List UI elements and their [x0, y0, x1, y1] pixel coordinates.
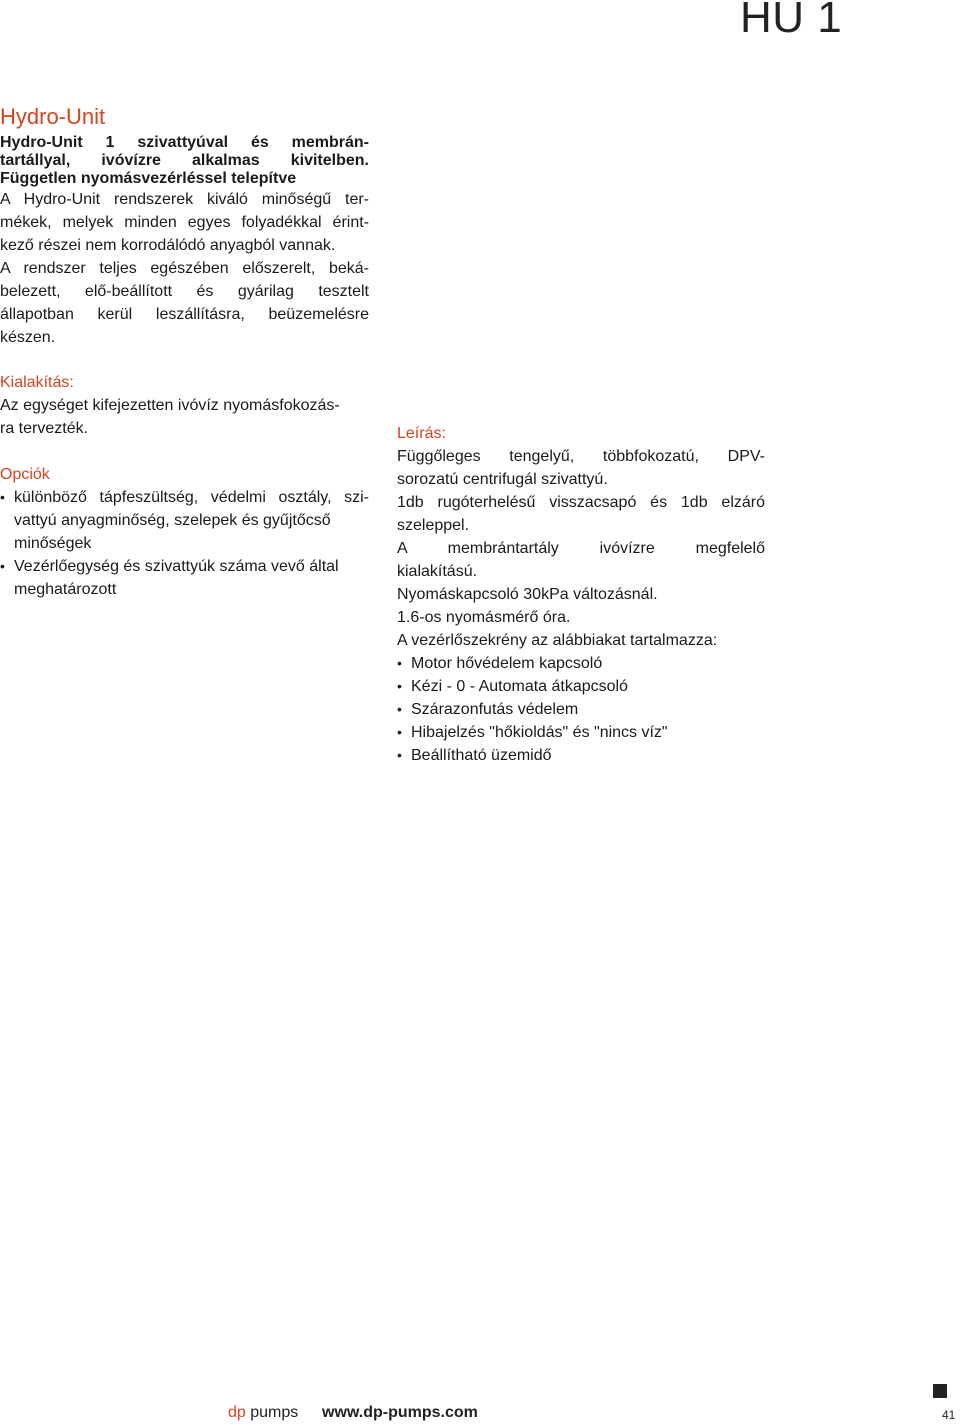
language-page-code: HU 1: [740, 0, 843, 42]
opciok-line: meghatározott: [14, 581, 117, 598]
body-line: A rendszer teljes egészében előszerelt, beká-: [0, 260, 369, 277]
footer-brand: [228, 1404, 298, 1422]
list-item: • Kézi - 0 - Automata átkapcsoló: [397, 675, 765, 698]
left-column: [0, 100, 369, 601]
leiras-line: 1db rugóterhelésű visszacsapó és 1db elzáró: [397, 494, 765, 511]
body-line: mékek, melyek minden egyes folyadékkal érint-: [0, 214, 369, 231]
leiras-line: sorozatú centrifugál szivattyú.: [397, 471, 608, 488]
body-line: állapotban kerül leszállításra, beüzemelésre: [0, 306, 369, 323]
body-line: A Hydro-Unit rendszerek kiváló minőségű ter-: [0, 191, 369, 208]
list-item: • Hibajelzés "hőkioldás" és "nincs víz": [397, 721, 765, 744]
section-heading-kialakitas: Kialakítás:: [0, 374, 74, 391]
leiras-line: Nyomáskapcsoló 30kPa változásnál.: [397, 586, 658, 603]
leiras-line: szeleppel.: [397, 517, 470, 534]
kialakitas-line: ra tervezték.: [0, 420, 89, 437]
control-cabinet-list: [397, 652, 765, 767]
list-item: [0, 555, 369, 601]
brand-dp: dp: [228, 1404, 246, 1421]
intro-body-text: [0, 188, 369, 349]
square-marker-icon: [933, 1384, 947, 1398]
kialakitas-text: [0, 394, 369, 440]
page-footer: [0, 1400, 960, 1425]
opciok-line: minőségek: [14, 535, 92, 552]
leiras-line: 1.6-os nyomásmérő óra.: [397, 609, 571, 626]
kialakitas-line: Az egységet kifejezetten ivóvíz nyomásfokozás-: [0, 397, 340, 414]
body-line: kező részei nem korrodálódó anyagból vannak.: [0, 237, 336, 254]
list-item: • Szárazonfutás védelem: [397, 698, 765, 721]
leiras-line: A vezérlőszekrény az alábbiakat tartalmazza:: [397, 632, 718, 649]
list-item: • Beállítható üzemidő: [397, 744, 765, 767]
list-item: [0, 486, 369, 555]
footer-website-link[interactable]: www.dp-pumps.com: [322, 1404, 478, 1421]
body-line: készen.: [0, 329, 56, 346]
opciok-line: • különböző tápfeszültség, védelmi osztály, szi-: [14, 489, 369, 506]
brand-pumps: pumps: [245, 1404, 299, 1421]
section-heading-leiras: Leírás:: [397, 425, 446, 442]
page-header: [0, 0, 960, 60]
list-item: • Motor hővédelem kapcsoló: [397, 652, 765, 675]
intro-bold-text: [0, 134, 369, 188]
page-title: Hydro-Unit: [0, 104, 106, 129]
intro-line: tartállyal, ivóvízre alkalmas kivitelben.: [0, 152, 369, 169]
section-heading-opciok: Opciók: [0, 466, 50, 483]
leiras-text: [397, 445, 765, 652]
body-line: belezett, elő-beállított és gyárilag tesztelt: [0, 283, 369, 300]
opciok-list: [0, 486, 369, 601]
intro-line: Független nyomásvezérléssel telepítve: [0, 170, 297, 187]
page-number: 41: [942, 1408, 956, 1422]
opciok-line: • Vezérlőegység és szivattyúk száma vevő által: [14, 558, 339, 575]
leiras-line: Függőleges tengelyű, többfokozatú, DPV-: [397, 448, 765, 465]
intro-line: Hydro-Unit 1 szivattyúval és membrán-: [0, 134, 369, 151]
opciok-line: vattyú anyagminőség, szelepek és gyűjtőcső: [14, 512, 331, 529]
leiras-line: kialakítású.: [397, 563, 478, 580]
leiras-line: A membrántartály ivóvízre megfelelő: [397, 540, 765, 557]
right-column: [397, 422, 765, 767]
